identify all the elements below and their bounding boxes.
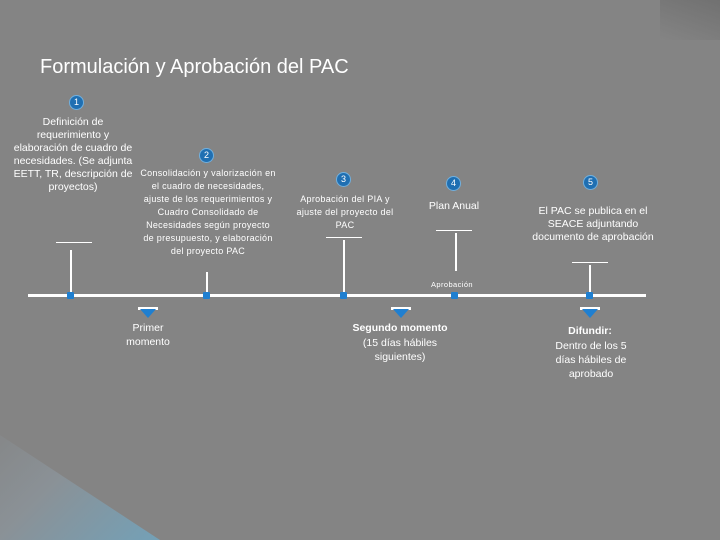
step-2-text: Consolidación y valorización en el cuadro de necesidades, ajuste de los requerimientos y Cuadro Consolidado de Necesidades según proyecto de presupuesto, y elaboración del proyecto PAC [140,168,276,256]
step-4-badge: 4 [446,176,461,191]
step-3-text: Aprobación del PIA y ajuste del proyecto del PAC [296,194,394,230]
phase-1-title: Primer momento [126,322,170,348]
step-5-underline [572,262,608,263]
phase-3-marker [582,309,598,318]
timeline-dot-1 [67,292,74,299]
step-4-connector [455,233,457,271]
step-1-badge: 1 [69,95,84,110]
decorative-corner-right [660,0,720,40]
step-5-badge: 5 [583,175,598,190]
phase-2-detail: (15 días hábiles siguientes) [362,337,438,363]
phase-1-marker [140,309,156,318]
phase-2-title: Segundo momento [352,322,448,334]
timeline-dot-5 [586,292,593,299]
timeline-dot-2 [203,292,210,299]
page-title: Formulación y Aprobación del PAC [40,56,349,78]
step-1-connector [70,250,72,294]
step-4-underline [436,230,472,231]
step-1-text: Definición de requerimiento y elaboración de cuadro de necesidades. (Se adjunta EETT, TR, descripción de proyectos) [13,116,133,193]
phase-3-detail: Dentro de los 5 días hábiles de aprobado [555,340,627,380]
step-5-text: El PAC se publica en el SEACE adjuntando documento de aprobación [532,205,654,243]
step-1-underline [56,242,92,243]
step-5-connector [589,265,591,294]
phase-2-marker [393,309,409,318]
timeline-dot-3 [340,292,347,299]
approval-label: Aprobación [431,280,473,289]
step-2-badge: 2 [199,148,214,163]
step-3-connector [343,240,345,294]
step-4-text: Plan Anual [428,200,480,212]
step-3-badge: 3 [336,172,351,187]
timeline-dot-4 [451,292,458,299]
decorative-corner-left [0,400,160,540]
phase-3-title: Difundir: [568,325,612,337]
step-2-connector [206,272,208,294]
timeline-axis [28,294,646,297]
step-3-underline [326,237,362,238]
